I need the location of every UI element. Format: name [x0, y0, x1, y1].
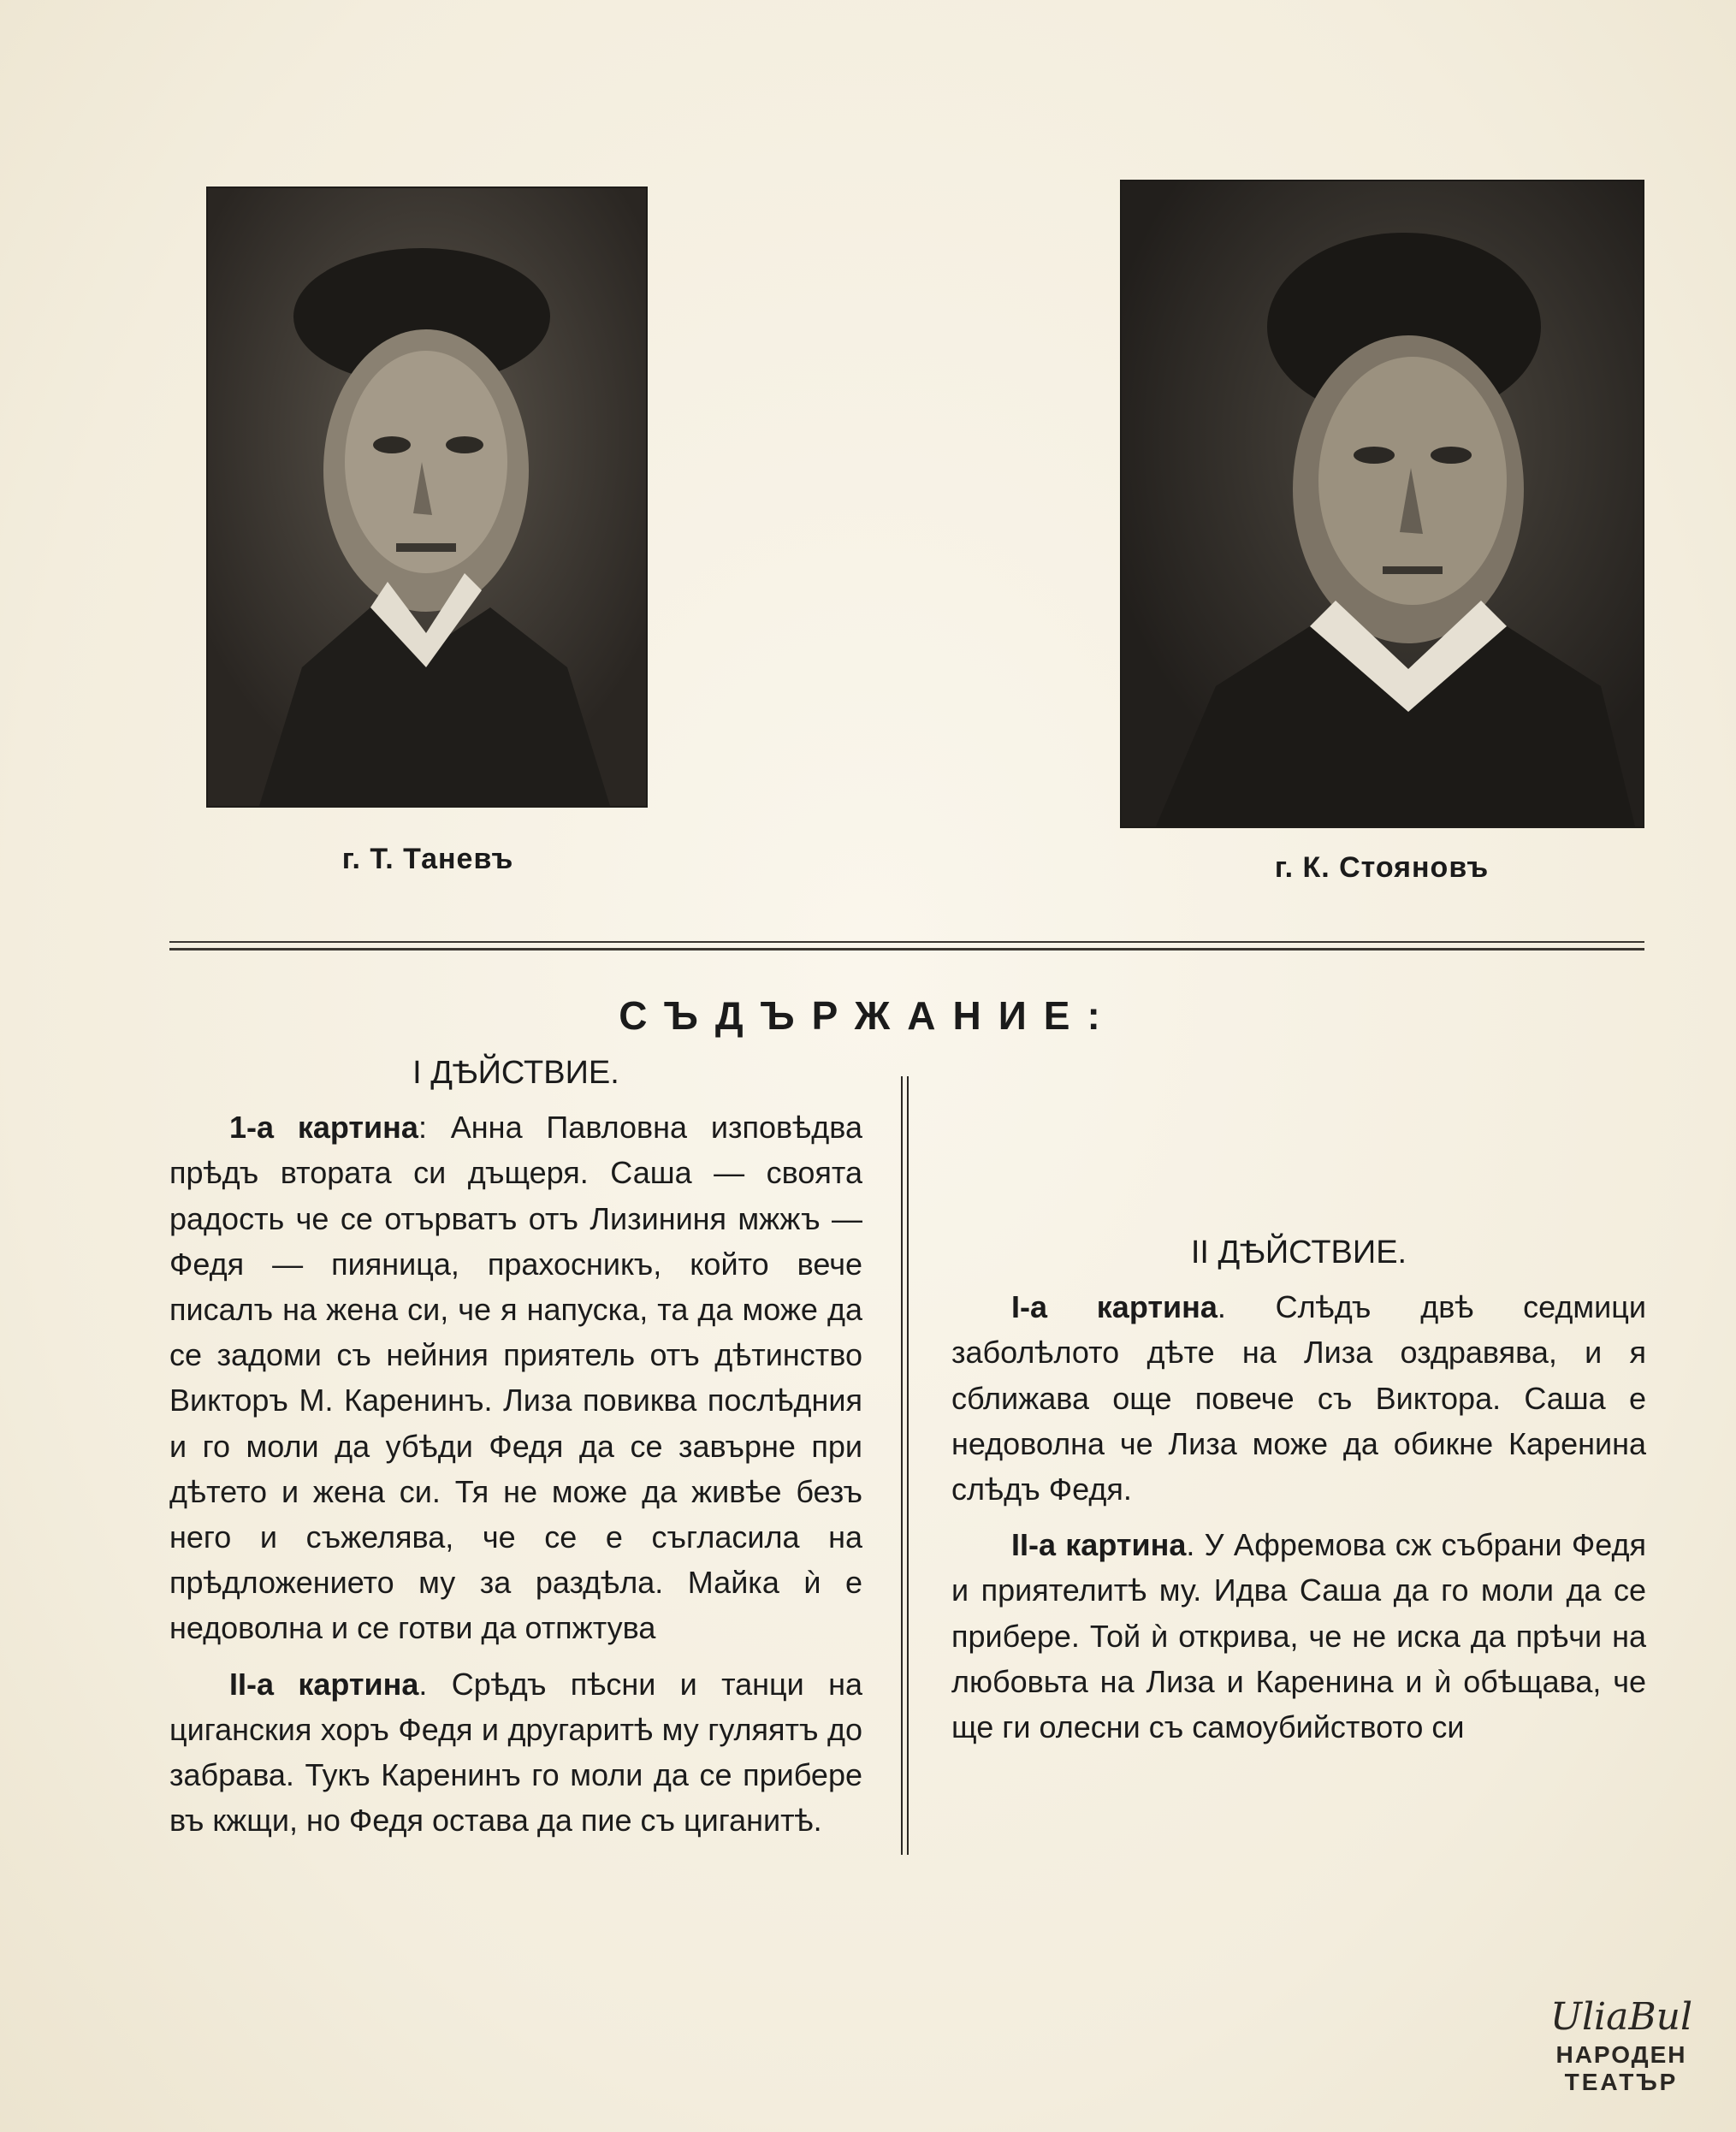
act1-scene2 [169, 1661, 862, 1844]
act1-scene1 [169, 1104, 862, 1650]
portrait-photo-taney [208, 188, 646, 806]
portrait-caption-left: г. Т. Таневъ [341, 843, 514, 875]
theatre-logo [1540, 1993, 1703, 2122]
divider-rule [169, 941, 1644, 943]
contents-heading: СЪДЪРЖАНИЕ: [619, 993, 1117, 1038]
portrait-photo-icon [208, 188, 646, 806]
portrait-caption-right: г. К. Стояновъ [1274, 851, 1490, 884]
act2-scene2-label: II-а картина [1011, 1527, 1187, 1563]
logo-text-line1: НАРОДЕН [1555, 2041, 1687, 2068]
portrait-photo-stoyanov [1122, 181, 1643, 826]
divider-rule [169, 948, 1644, 951]
portrait-photo-icon [1122, 181, 1643, 826]
act1-scene1-label: 1-а картина [229, 1110, 418, 1146]
act2-scene2-text: . У Афремова сж събрани Федя и приятелитѣ му. Идва Саша да го моли да се прибере. Той ѝ открива, че не иска да прѣчи на любовьта на Лиза и Каренина и ѝ обѣщава, че ще ги олесни съ самоубийството си [951, 1527, 1646, 1745]
act2-scene1-text: . Слѣдъ двѣ седмици заболѣлото дѣте на Лиза оздравява, и я сближава още повече съ Виктора. Саша е недоволна че Лиза може да обикне Каренина слѣдъ Федя. [951, 1289, 1646, 1507]
right-column [951, 1051, 1646, 1760]
logo-signature-mark: UliaBul [1549, 1995, 1693, 2039]
logo-text-line2: ТЕАТЪР [1564, 2069, 1679, 2095]
act1-scene1-text: : Анна Павловна изповѣдва прѣдъ втората си дъщеря. Саша — своята радость че се отърватъ отъ Лизининя мжжъ — Федя — пияница, прахосникъ, който вече писалъ на жена си, че я напуска, та да може да се задоми съ нейния приятель отъ дѣтинство Викторъ М. Каренинъ. Лиза повиква послѣдния и го моли да убѣди Федя да се завърне при дѣтето и жена си. Тя не може да живѣе безъ него и съжелява, че се е съгласила на прѣдложението му за раздѣла. Майка ѝ е недоволна и се готви да отпжтува [169, 1110, 862, 1646]
act1-title: I ДѢЙСТВИЕ. [412, 1055, 619, 1091]
act2-title: II ДѢЙСТВИЕ. [1190, 1235, 1407, 1270]
act1-scene2-text: . Срѣдъ пѣсни и танци на циганския хоръ Федя и другаритѣ му гуляятъ до забрава. Тукъ Каренинъ го моли да се прибере въ кжщи, но Федя остава да пие съ циганитѣ. [169, 1666, 862, 1839]
act2-scene2 [951, 1522, 1646, 1750]
act1-scene2-label: II-а картина [229, 1666, 419, 1702]
act2-scene1-label: I-а картина [1011, 1289, 1218, 1325]
act2-scene1 [951, 1284, 1646, 1512]
column-divider [901, 1076, 909, 1855]
column-continuation-space [951, 1051, 1646, 1230]
left-column [169, 1051, 862, 1853]
